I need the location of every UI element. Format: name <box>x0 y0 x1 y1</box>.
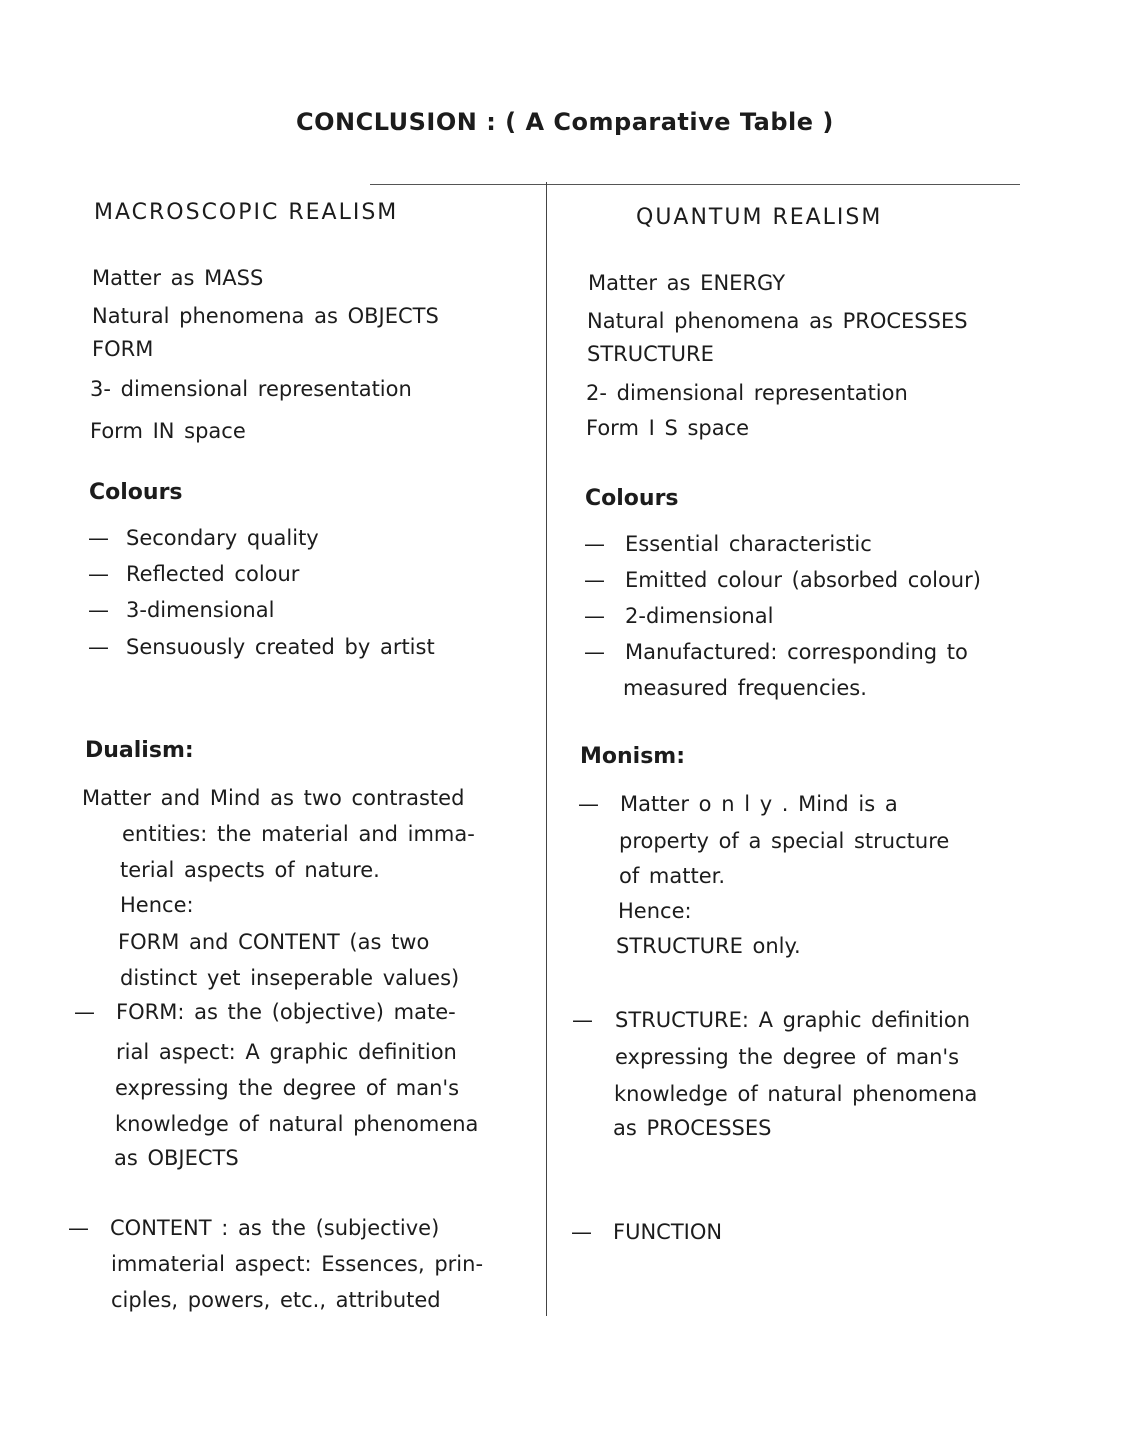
monism-heading: Monism: <box>580 744 686 769</box>
left-intro-line: Matter as MASS <box>92 266 264 290</box>
content-line: CONTENT : as the (subjective) <box>110 1216 440 1240</box>
dualism-line: Matter and Mind as two contrasted <box>82 786 465 810</box>
bullet-dash: — <box>584 640 605 664</box>
form-line: rial aspect: A graphic definition <box>116 1040 457 1064</box>
bullet-dash: — <box>584 532 605 556</box>
bullet-dash: — <box>571 1220 592 1244</box>
form-line: FORM: as the (objective) mate- <box>116 1000 456 1024</box>
page-title: CONCLUSION : ( A Comparative Table ) <box>296 108 834 136</box>
bullet-dash: — <box>578 792 599 816</box>
left-colour-item: Reflected colour <box>126 562 300 586</box>
right-colour-item: Manufactured: corresponding to <box>625 640 968 664</box>
left-column-heading: MACROSCOPIC REALISM <box>94 200 399 225</box>
form-line: knowledge of natural phenomena <box>115 1112 479 1136</box>
bullet-dash: — <box>584 568 605 592</box>
structure-line: as PROCESSES <box>613 1116 772 1140</box>
structure-line: knowledge of natural phenomena <box>614 1082 978 1106</box>
monism-line: STRUCTURE only. <box>616 934 801 958</box>
function-label: FUNCTION <box>613 1220 723 1244</box>
left-intro-line: Form IN space <box>90 419 246 443</box>
right-colour-item: Emitted colour (absorbed colour) <box>625 568 981 592</box>
dualism-line: entities: the material and imma- <box>122 822 475 846</box>
dualism-line: distinct yet inseperable values) <box>120 966 460 990</box>
right-intro-line: 2- dimensional representation <box>586 381 908 405</box>
form-line: as OBJECTS <box>114 1146 239 1170</box>
bullet-dash: — <box>74 1000 95 1024</box>
right-intro-line: STRUCTURE <box>587 342 714 366</box>
bullet-dash: — <box>88 526 109 550</box>
right-colour-item: Essential characteristic <box>625 532 872 556</box>
horizontal-rule <box>370 184 1020 185</box>
right-intro-line: Natural phenomena as PROCESSES <box>587 309 968 333</box>
right-intro-line: Form I S space <box>586 416 750 440</box>
left-intro-line: 3- dimensional representation <box>90 377 412 401</box>
bullet-dash: — <box>584 604 605 628</box>
right-colour-item: 2-dimensional <box>625 604 774 628</box>
form-line: expressing the degree of man's <box>115 1076 460 1100</box>
content-line: ciples, powers, etc., attributed <box>111 1288 441 1312</box>
left-intro-line: FORM <box>92 337 154 361</box>
monism-line: Hence: <box>618 899 692 923</box>
right-colour-item-cont: measured frequencies. <box>623 676 867 700</box>
left-colour-item: 3-dimensional <box>126 598 275 622</box>
bullet-dash: — <box>88 598 109 622</box>
bullet-dash: — <box>68 1216 89 1240</box>
left-colour-item: Secondary quality <box>126 526 319 550</box>
dualism-line: FORM and CONTENT (as two <box>118 930 430 954</box>
dualism-heading: Dualism: <box>85 738 194 763</box>
content-line: immaterial aspect: Essences, prin- <box>111 1252 484 1276</box>
structure-line: STRUCTURE: A graphic definition <box>615 1008 971 1032</box>
monism-line: of matter. <box>619 864 726 888</box>
monism-line: property of a special structure <box>619 829 950 853</box>
right-colours-heading: Colours <box>585 486 679 511</box>
right-intro-line: Matter as ENERGY <box>588 271 786 295</box>
dualism-line: Hence: <box>120 893 194 917</box>
left-colour-item: Sensuously created by artist <box>126 635 435 659</box>
right-column-heading: QUANTUM REALISM <box>636 205 883 230</box>
bullet-dash: — <box>572 1008 593 1032</box>
left-intro-line: Natural phenomena as OBJECTS <box>92 304 439 328</box>
dualism-line: terial aspects of nature. <box>120 858 380 882</box>
column-divider <box>546 182 547 1316</box>
left-colours-heading: Colours <box>89 480 183 505</box>
structure-line: expressing the degree of man's <box>615 1045 960 1069</box>
monism-line: Matter o n l y . Mind is a <box>620 792 898 816</box>
bullet-dash: — <box>88 635 109 659</box>
bullet-dash: — <box>88 562 109 586</box>
